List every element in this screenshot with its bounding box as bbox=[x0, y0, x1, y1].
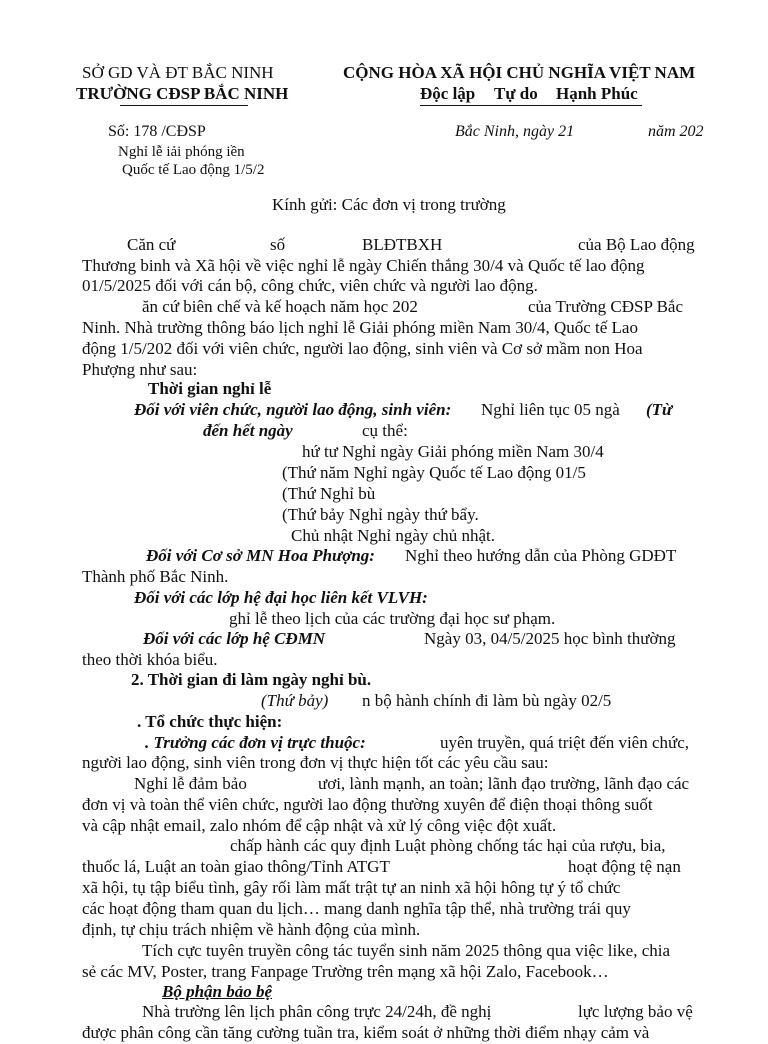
s3a-line-9: các hoạt động tham quan du lịch… mang danh nghĩa tập thể, nhà trường trái quy bbox=[82, 899, 631, 918]
republic-title: CỘNG HÒA XÃ HỘI CHỦ NGHĨA VIỆT NAM bbox=[343, 63, 696, 82]
schedule-4: (Thứ bảy Nghỉ ngày thứ bẩy. bbox=[282, 505, 479, 524]
s1a-label: Đối với viên chức, người lao động, sinh viên: bbox=[134, 400, 452, 419]
schedule-2: (Thứ năm Nghỉ ngày Quốc tế Lao động 01/5 bbox=[282, 463, 586, 482]
s3a-text: uyên truyền, quá triệt đến viên chức, bbox=[440, 733, 690, 752]
s1b-label: Đối với Cơ sở MN Hoa Phượng: bbox=[146, 546, 375, 565]
p1-c: BLĐTBXH bbox=[362, 235, 443, 254]
school-name: TRƯỜNG CĐSP BẮC NINH bbox=[76, 84, 289, 103]
section-1-title: Thời gian nghỉ lễ bbox=[148, 379, 272, 398]
s3a-line-12: sẻ các MV, Poster, trang Fanpage Trường trên mạng xã hội Zalo, Facebook… bbox=[82, 962, 609, 981]
s3a-line-5: và cập nhật email, zalo nhóm để cập nhật và xử lý công việc đột xuất. bbox=[82, 816, 557, 835]
subject-line-2: Quốc tế Lao động 1/5/2 bbox=[122, 162, 265, 178]
s3a-line-6: chấp hành các quy định Luật phòng chống tác hại của rượu, bia, bbox=[230, 836, 666, 855]
s3b-label: Bộ phận bảo bệ bbox=[162, 982, 273, 1001]
s1d-text: Ngày 03, 04/5/2025 học bình thường bbox=[424, 629, 676, 648]
p2-line-1b: của Trường CĐSP Bắc bbox=[528, 297, 684, 316]
section-3-title: . Tổ chức thực hiện: bbox=[137, 712, 283, 731]
recipient: Kính gửi: Các đơn vị trong trường bbox=[272, 195, 506, 214]
p1-b: số bbox=[270, 235, 286, 254]
s3a-line-7b: hoạt động tệ nạn bbox=[568, 857, 681, 876]
department-name: SỞ GD VÀ ĐT BẮC NINH bbox=[82, 63, 274, 82]
s1c-label: Đối với các lớp hệ đại học liên kết VLVH: bbox=[134, 588, 428, 607]
s1a-line-2b: cụ thể: bbox=[362, 421, 408, 440]
schedule-5: Chủ nhật Nghỉ ngày chủ nhật. bbox=[291, 526, 495, 545]
s3a-line-7a: thuốc lá, Luật an toàn giao thông/Tỉnh ATGT bbox=[82, 857, 390, 876]
s3a-line-3b: ươi, lành mạnh, an toàn; lãnh đạo trường, lãnh đạo các bbox=[318, 774, 690, 793]
p2-line-3: động 1/5/202 đối với viên chức, người lao động, sinh viên và Cơ sở mầm non Hoa bbox=[82, 339, 643, 358]
s1d-line-2: theo thời khóa biểu. bbox=[82, 650, 218, 669]
s3b-line-2: được phân công cần tăng cường tuần tra, kiểm soát ở những thời điểm nhạy cảm và bbox=[82, 1023, 650, 1042]
p2-line-4: Phượng như sau: bbox=[82, 360, 198, 379]
school-underline bbox=[120, 105, 248, 106]
subject-line-1: Nghỉ lễ iải phóng iền bbox=[118, 144, 245, 160]
s3a-line-3a: Nghỉ lễ đảm bảo bbox=[134, 774, 247, 793]
s3a-line-8: xã hội, tụ tập biểu tình, gây rối làm mất trật tự an ninh xã hội hông tự ý tổ chức bbox=[82, 878, 621, 897]
s2-b: n bộ hành chính đi làm bù ngày 02/5 bbox=[362, 691, 612, 710]
schedule-3: (Thứ Nghỉ bù bbox=[282, 484, 376, 503]
s3a-line-2: người lao động, sinh viên trong đơn vị thực hiện tốt các yêu cầu sau: bbox=[82, 753, 549, 772]
p2-line-2: Ninh. Nhà trường thông báo lịch nghỉ lễ Giải phóng miền Nam 30/4, Quốc tế Lao bbox=[82, 318, 638, 337]
p2-line-1a: ăn cứ biên chế và kế hoạch năm học 202 bbox=[142, 297, 418, 316]
year: năm 202 bbox=[648, 123, 704, 140]
s3b-line-1a: Nhà trường lên lịch phân công trực 24/24h, đề nghị bbox=[142, 1002, 492, 1021]
s2-a: (Thứ bảy) bbox=[261, 691, 329, 710]
p1-line-2: Thương binh và Xã hội về việc nghỉ lễ ngày Chiến thắng 30/4 và Quốc tế lao động bbox=[82, 256, 645, 275]
place-date: Bắc Ninh, ngày 21 bbox=[455, 123, 575, 140]
s3a-line-11: Tích cực tuyên truyền công tác tuyển sinh năm 2025 thông qua việc like, chia bbox=[142, 941, 671, 960]
schedule-1: hứ tư Nghỉ ngày Giải phóng miền Nam 30/4 bbox=[302, 442, 604, 461]
section-2-title: 2. Thời gian đi làm ngày nghỉ bù. bbox=[131, 670, 372, 689]
s1d-label: Đối với các lớp hệ CĐMN bbox=[143, 629, 326, 648]
p1-line-3: 01/5/2025 đối với cán bộ, công chức, viên chức và người lao động. bbox=[82, 276, 538, 295]
s3a-line-4: đơn vị và toàn thể viên chức, người lao động thường xuyên để điện thoại thông suốt bbox=[82, 795, 653, 814]
motto-a: Độc lập bbox=[420, 84, 476, 103]
motto-b: Tự do bbox=[494, 84, 538, 103]
s1b-line-2: Thành phố Bắc Ninh. bbox=[82, 567, 229, 586]
s3a-line-10: định, tự chịu trách nhiệm về hành động của mình. bbox=[82, 920, 421, 939]
s3b-line-1b: lực lượng bảo vệ bbox=[578, 1002, 693, 1021]
motto-c: Hạnh Phúc bbox=[556, 84, 638, 103]
s1b-text: Nghỉ theo hướng dẫn của Phòng GDĐT bbox=[405, 546, 677, 565]
p1-a: Căn cứ bbox=[127, 235, 176, 254]
s1a-line-2: đến hết ngày bbox=[203, 421, 293, 440]
document-number: Số: 178 /CĐSP bbox=[108, 123, 206, 140]
s3a-label: . Trưởng các đơn vị trực thuộc: bbox=[145, 733, 366, 752]
s1a-paren: (Từ bbox=[646, 400, 673, 419]
motto-underline bbox=[420, 105, 642, 106]
p1-d: của Bộ Lao động bbox=[578, 235, 695, 254]
s1a-text: Nghỉ liên tục 05 ngà bbox=[481, 400, 620, 419]
s1c-line-2: ghỉ lễ theo lịch của các trường đại học sư phạm. bbox=[229, 609, 556, 628]
